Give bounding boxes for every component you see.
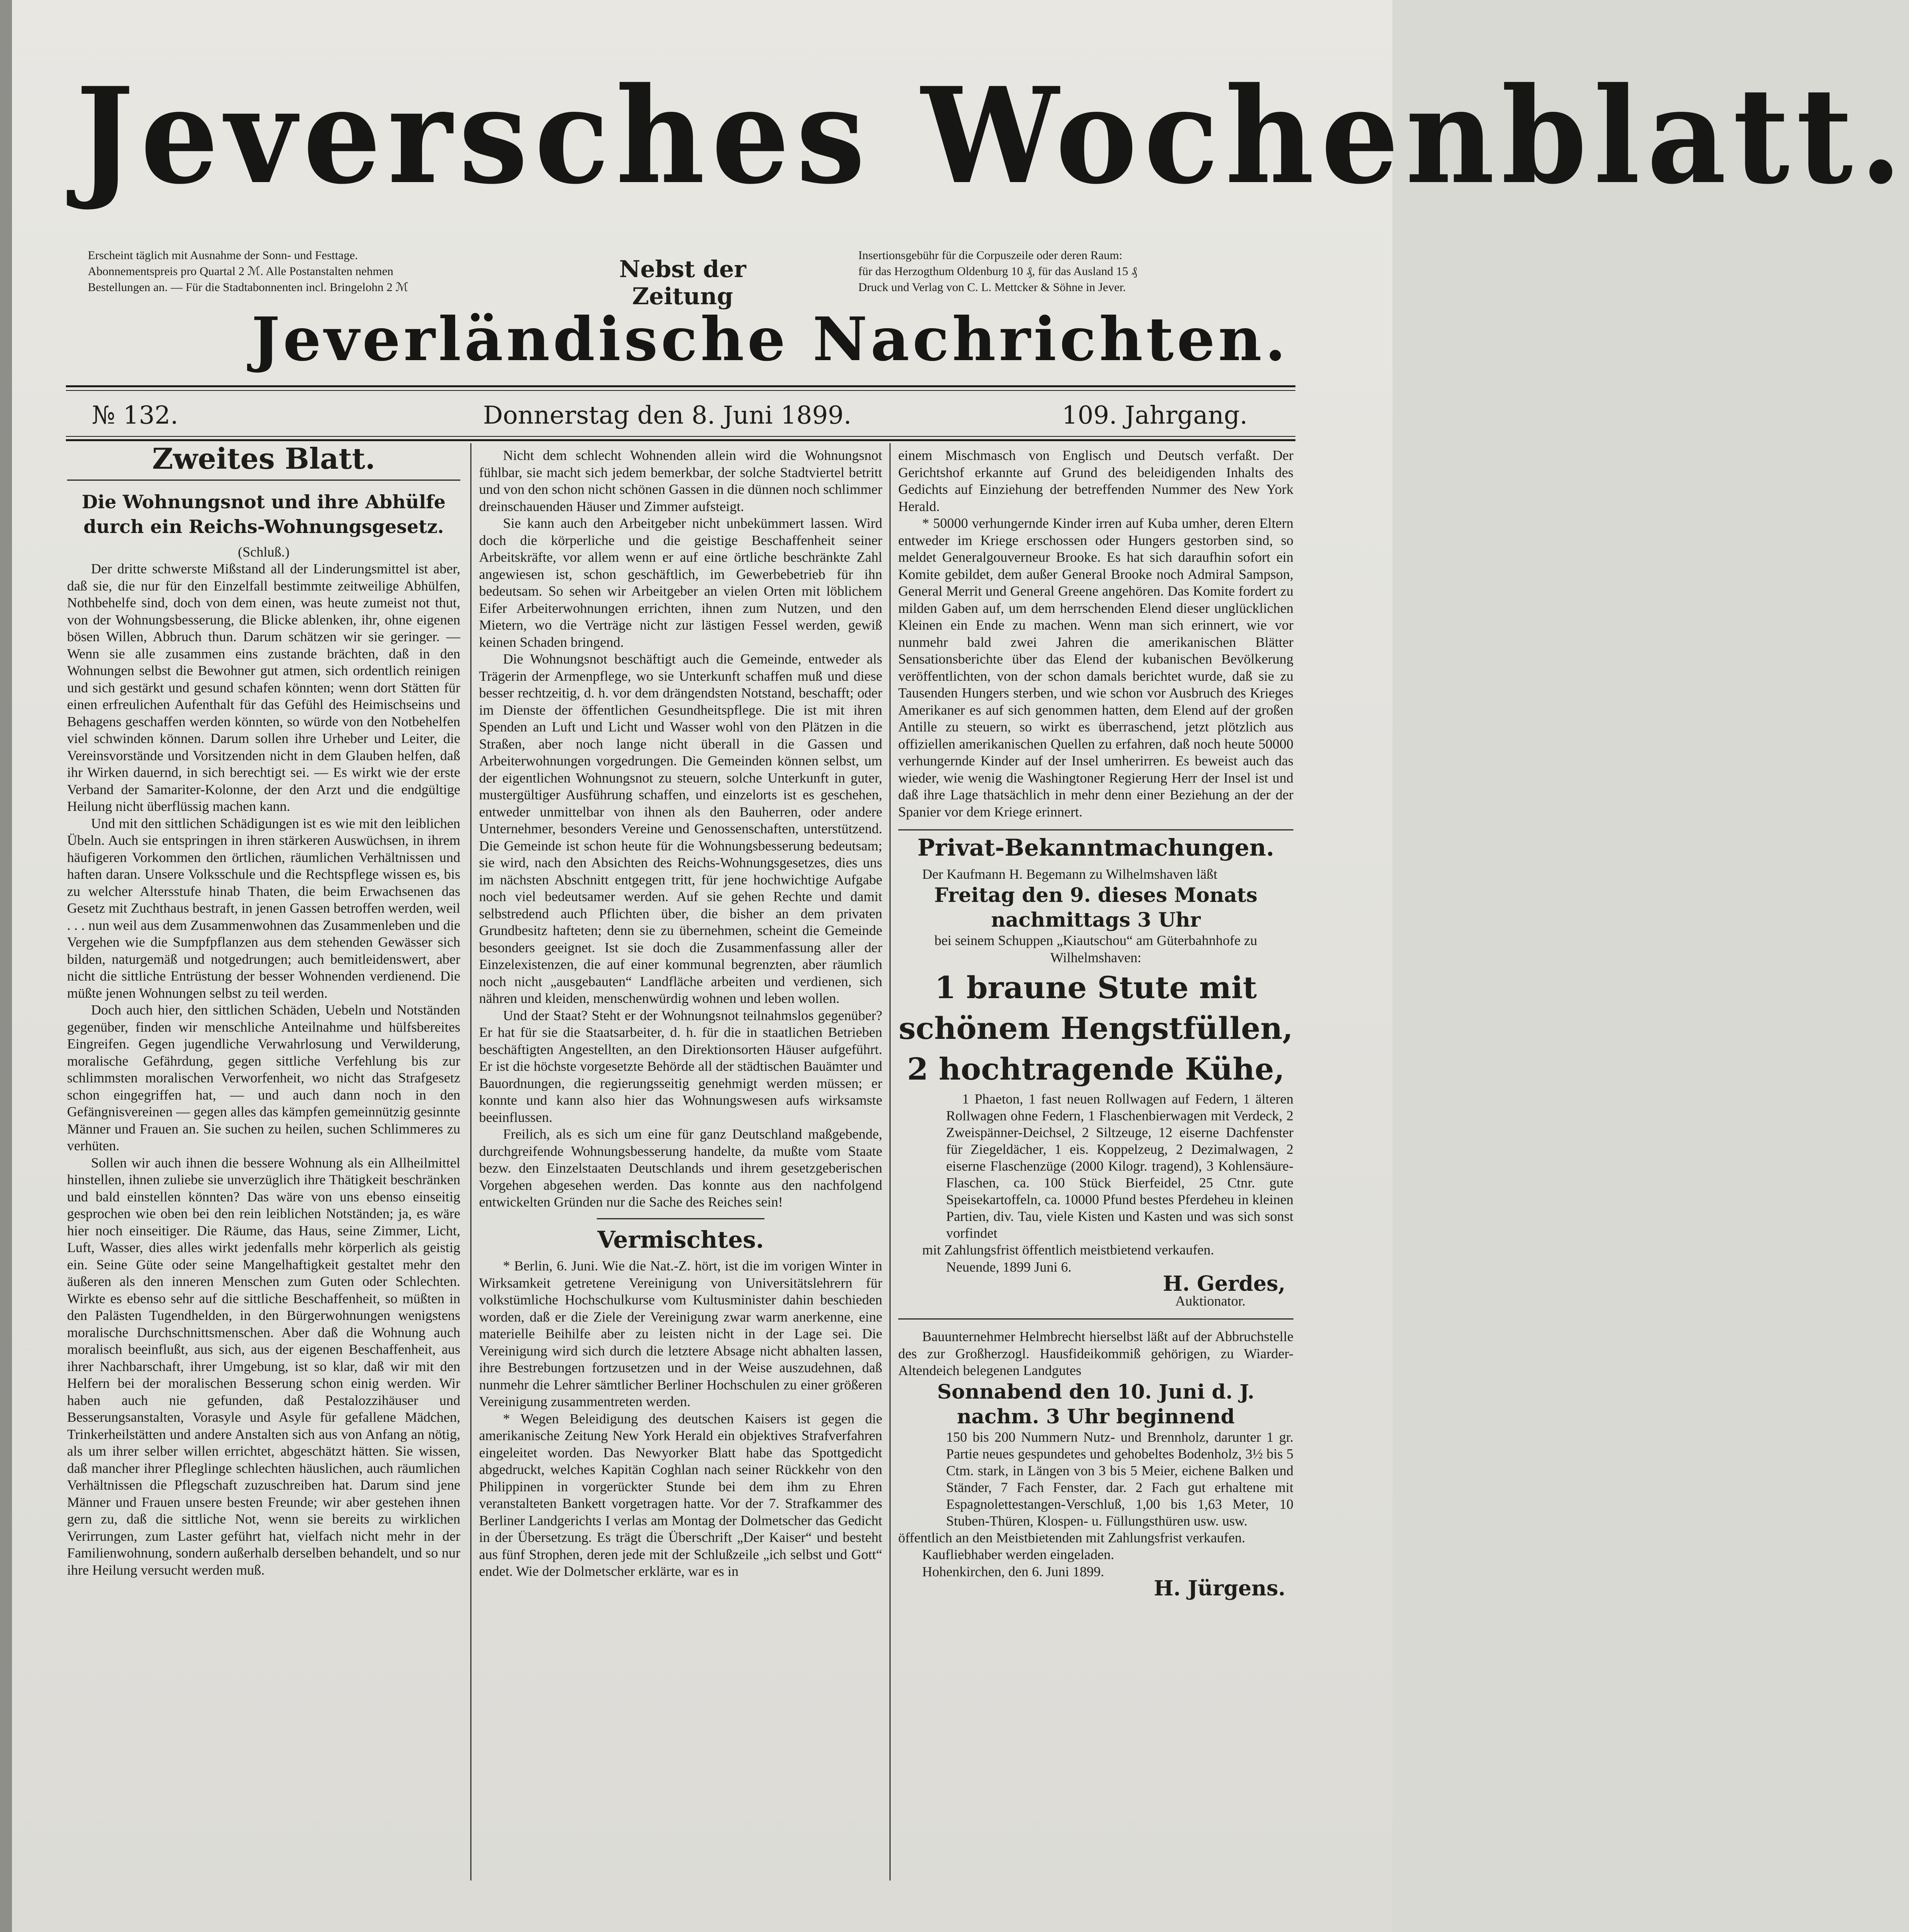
paragraph: einem Mischmasch von Englisch und Deutsch verfaßt. Der Gerichtshof erkannte auf Grund des beleidigenden Inhalts des Gedichts auf Einziehung der betreffenden Nummer des New York Herald. bbox=[898, 448, 1293, 514]
paragraph: Der dritte schwerste Mißstand all der Linderungsmittel ist aber, daß sie, die nur für den Einzelfall bestimmte zeitweilige Abhülfen, Nothbehelfe sind, doch von dem einen, was heute zumeist not thut, von der Wohnungsbesserung, die Blicke ablenken, ihr, ohne eigenen bösen Willen, Abbruch thun. Darum schätzen wir sie geringer. — Wenn sie alle zusammen eins zustande brächten, daß in den Wohnungen selbst die Bewohner gut atmen, sich ordentlich reinigen und sich gestärkt und gesund schafen könnten; wenn dort Stätten für einen erfreulichen Aufenthalt für das Gefühl des Heimischseins und Behagens geschaffen werden könnten, so würde von den Notbehelfen viel schwinden können. Darum sollen ihre Urheber und Leiter, die Vereinsvorstände und Vorsitzenden nicht in dem Glauben helfen, daß ihr Wirken dauernd, in sich berechtigt sei. — Es wirkt wie der erste Verband der Samariter-Kolonne, der den Arzt und die endgültige Heilung nicht überflüssig machen kann. bbox=[67, 561, 460, 814]
paragraph: Doch auch hier, den sittlichen Schäden, Uebeln und Notständen gegenüber, finden wir menschliche Anteilnahme und hülfsbereites Eingreifen. Gegen jugendliche Verwahrlosung und Verwilderung, moralische Gefährdung, gegen sittliche Verfehlung bis zur schlimmsten moralischen Verworfenheit, wo nicht das Strafgesetz schon eingegriffen hat, — und auch dann noch in den Gefängnisvereinen — gegen alles das kämpfen gemeinnützig gesinnte Männer und Frauen an. Sie suchen zu heilen, suchen Schlimmeres zu verhüten. bbox=[67, 1002, 460, 1153]
ad-signature: H. Jürgens. bbox=[1154, 1576, 1285, 1601]
ad-headline: 2 hochtragende Kühe, bbox=[907, 1051, 1285, 1087]
ad-place-date: Neuende, 1899 Juni 6. bbox=[946, 1259, 1071, 1275]
issue-number: № 132. bbox=[92, 400, 178, 430]
subscription-line: Abonnementspreis pro Quartal 2 ℳ. Alle Postanstalten nehmen bbox=[88, 265, 394, 278]
paragraph: Sollen wir auch ihnen die bessere Wohnung als ein Allheilmittel hinstellen, ihnen zuliebe sie unverzüglich ihre Thätigkeit beschränken und bald einstellen könnten? Das wäre von uns ebenso einseitig gesprochen wie oben bei den rein leiblichen Notständen; ja, es wäre hier noch einseitiger. Die Räume, das Haus, seine Zimmer, Licht, Luft, Wasser, dies alles wirkt jedenfalls mehr körperlich als geistig ein. Seine Güte oder seine Mangelhaftigkeit gestaltet mehr den äußeren als den inneren Menschen zum Guten oder Schlechten. Wirkte es ebenso sehr auf die sittliche Beschaffenheit, so müßten in den Palästen Tugendhelden, in den Bürgerwohnungen wenigstens moralische Durchschnittsmenschen. Aber daß die Wohnung auch moralisch beeinflußt, aus sich, aus der eigenen Beschaffenheit, aus ihrer Nachbarschaft, ihrer Umgebung, ist so klar, daß wir mit den Helfern bei der moralischen Besserung schon einig werden. Wir haben auch nie gefunden, daß Pestalozzihäuser und Besserungsanstalten, Vorasyle und Asyle für gefallene Mädchen, Trinkerheilstätten und andere Anstalten sich aus von Anfang an nötig, als um ihrer selber willen errichtet, abgeschätzt hätten. Sie wissen, daß mancher ihrer Pfleglinge schlechten häuslichen, auch räumlichen Verhältnissen die Pflegschaft zuzuschreiben hat. Darum sind jene Männer und Frauen unsere besten Freunde; wir aber gestehen ihnen gern zu, daß die sittliche Not, wenn sie bereits zu wirklichen Verirrungen, zum Laster geführt hat, vielfach nicht mehr in der Familienwohnung, sondern außerhalb derselben behandelt, und so nur ihre Heilung versucht werden muß. bbox=[67, 1155, 460, 1578]
header-rule-top-thin bbox=[66, 390, 1295, 391]
paragraph: Nicht dem schlecht Wohnenden allein wird die Wohnungsnot fühlbar, sie macht sich jedem bemerkbar, der solche Stadtviertel betritt und von den schon nicht schönen Gassen in die dünnen noch schlimmer dreinschauenden Häuser und Zimmer aufsteigt. bbox=[479, 448, 882, 514]
column-2 bbox=[479, 447, 882, 1580]
ad-signature: H. Gerdes, bbox=[1162, 1272, 1285, 1296]
rate-line: Druck und Verlag von C. L. Mettcker & Söhne in Jever. bbox=[858, 281, 1126, 294]
news-item: * Berlin, 6. Juni. Wie die Nat.-Z. hört, ist die im vorigen Winter in Wirksamkeit getretene Vereinigung von Universitätslehrern für volkstümliche Hochschulkurse vom Kultusminister dahin beschieden worden, daß er die Ziele der Vereinigung zwar warm anerkenne, eine materielle Beihilfe aber zu leisten nicht in der Lage sei. Die Vereinigung wird sich durch die letztere Absage nicht abhalten lassen, ihre Bestrebungen fortzusetzen und in der Weise auszudehnen, daß nunmehr die Lehrer sämtlicher Berliner Hochschulen zu einer größeren Vereinigung zusammentreten werden. bbox=[479, 1258, 882, 1409]
dateline bbox=[68, 397, 1273, 433]
ad-invite: Kaufliebhaber werden eingeladen. bbox=[922, 1547, 1115, 1562]
subscription-line: Erscheint täglich mit Ausnahme der Sonn- und Festtage. bbox=[88, 249, 358, 262]
paragraph: Sie kann auch den Arbeitgeber nicht unbekümmert lassen. Wird doch die körperliche und die geistige Beschaffenheit seiner Arbeitskräfte, vor allem wenn er auf eine örtliche beschränkte Zahl angewiesen ist, schon geschäftlich, im Gewerbebetrieb für ihn bedeutsam. So sehen wir Arbeitgeber an vielen Orten mit löblichem Eifer Arbeiterwohnungen errichten, ihnen zum Nutzen, und den Mietern, wo die Verträge nicht zur lästigen Fessel werden, gewiß keinen Schaden bringend. bbox=[479, 515, 882, 650]
ad-intro: Der Kaufmann H. Begemann zu Wilhelmshaven läßt bbox=[922, 866, 1218, 882]
subscription-line: Bestellungen an. — Für die Stadtabonnenten incl. Bringelohn 2 ℳ bbox=[88, 281, 408, 294]
paragraph: Und der Staat? Steht er der Wohnungsnot teilnahmslos gegenüber? Er hat für sie die Staatsarbeiter, d. h. für die in staatlichen Betrieben beschäftigten Angestellten, an den Direktionsorten Häuser aufgeführt. Er ist die höchste vorgesetzte Behörde all der städtischen Bauämter und Bauordnungen, die regierungsseitig genehmigt werden müssen; er konnte und kann also hier das Wohnungswesen aufs wirksamste beeinflussen. bbox=[479, 1007, 882, 1125]
article-title: Die Wohnungsnot und ihre Abhülfe durch ein Reichs-Wohnungsgesetz. bbox=[81, 491, 446, 537]
advertising-rates bbox=[858, 248, 1301, 295]
ad-role: Auktionator. bbox=[1175, 1293, 1246, 1309]
rate-line: Insertionsgebühr für die Corpuszeile oder deren Raum: bbox=[858, 249, 1123, 262]
ad-intro: Bauunternehmer Helmbrecht hierselbst läßt auf der Abbruchstelle des zur Großherzogl. Hausfideikommiß gehörigen, zu Wiarder-Altendeich belegenen Landgutes bbox=[898, 1329, 1293, 1378]
ad-date: Sonnabend den 10. Juni d. J. bbox=[937, 1379, 1255, 1403]
ad-date: Freitag den 9. dieses Monats bbox=[934, 883, 1257, 907]
paragraph: Und mit den sittlichen Schädigungen ist es wie mit den leiblichen Übeln. Auch sie entspringen in ihren stärkeren Auswüchsen, in ihrem häufigeren Vorkommen den örtlichen, räumlichen Verhältnissen und haften daran. Unsere Volksschule und die Rechtspflege wissen es, bis zu welcher Altersstufe hinab Thaten, die beim Erwachsenen das Gesetz mit Zuchthaus bestraft, in jenen Gassen betroffen werden, weil . . . nun weil aus dem Zusammenwohnen das Zusammenleben und die Vergehen wie die Sumpfpflanzen aus dem stehenden Gewässer sich bilden, naturgemäß und notgedrungen; auch bemitleidenswert, aber nicht die sittliche Entrüstung der besser Wohnenden verdienend. Die müßte jenen Wohnungen selbst zu teil werden. bbox=[67, 815, 460, 1001]
auction-ad-1 bbox=[898, 866, 1293, 1310]
ad-headline: schönem Hengstfüllen, bbox=[899, 1011, 1293, 1046]
column-3 bbox=[898, 447, 1293, 1601]
ad-terms: mit Zahlungsfrist öffentlich meistbietend verkaufen. bbox=[922, 1242, 1214, 1258]
subscription-info bbox=[88, 248, 551, 295]
ad-place-date: Hohenkirchen, den 6. Juni 1899. bbox=[922, 1563, 1104, 1579]
ad-place: bei seinem Schuppen „Kiautschou“ am Güterbahnhofe zu Wilhelmshaven: bbox=[934, 933, 1257, 965]
volume-year: 109. Jahrgang. bbox=[1062, 400, 1248, 430]
divider bbox=[898, 1318, 1293, 1320]
ad-time: nachmittags 3 Uhr bbox=[991, 908, 1201, 931]
ad-items: 1 Phaeton, 1 fast neuen Rollwagen auf Federn, 1 älteren Rollwagen ohne Federn, 1 Flaschenbierwagen mit Verdeck, 2 Zweispänner-Deichsel, 2 Siltzeuge, 12 eiserne Dachfenster für Ziegeldächer, 1 eis. Koppelzeug, 2 Dezimalwagen, 2 eiserne Flaschenzüge (2000 Kilogr. tragend), 3 Kohlensäure-Flaschen, ca. 100 Stück Bierfeidel, 25 Ctnr. gute Speisekartoffeln, ca. 10000 Pfund bestes Pferdeheu in kleinen Partien, div. Tau, viele Kisten und Kasten und was sich sonst vorfindet bbox=[946, 1091, 1293, 1241]
news-item: * 50000 verhungernde Kinder irren auf Kuba umher, deren Eltern entweder im Kriege erschossen oder Hungers gestorben sind, so meldet Generalgouverneur Brooke. Es hat sich daraufhin sofort ein Komite gebildet, dem außer General Brooke noch Admiral Sampson, General Merrit und General Greene angehören. Das Komite fordert zu milden Gaben auf, um dem herrschenden Elend dieser unglücklichen Kleinen ein Ende zu machen. Wenn man sich erinnert, wie vor nunmehr bald zwei Jahren die amerikanischen Blätter Sensationsberichte über das Elend der kubanischen Bevölkerung veröffentlichten, von der schon damals berichtet wurde, daß sie zu Tausenden Hungers sterben, und wie schon vor Ausbruch des Krieges Amerikaner es auf sich genommen hatten, dem Elend auf der großen Antille zu steuern, so wirkt es überraschend, jetzt plötzlich aus offiziellen amerikanischen Quellen zu erfahren, daß noch heute 50000 verhungernde Kinder auf der Insel umherirren. Es beweist auch das wieder, wie wenig die Washingtoner Regierung Herr der Insel ist und daß ihre Lage thatsächlich in mehr denn einer Beziehung an der der Spanier vor dem Kriege erinnert. bbox=[898, 515, 1293, 820]
divider bbox=[597, 1218, 764, 1219]
article-subtitle: (Schluß.) bbox=[238, 544, 290, 560]
section-heading: Zweites Blatt. bbox=[152, 442, 375, 476]
ads-heading: Privat-Bekanntmachungen. bbox=[917, 834, 1274, 861]
column-divider bbox=[470, 443, 471, 1880]
news-item: * Wegen Beleidigung des deutschen Kaisers ist gegen die amerikanische Zeitung New York Herald ein objektives Strafverfahren eingeleitet worden. Das Newyorker Blatt habe das Spottgedicht abgedruckt, welches Kapitän Coghlan nach seiner Rückkehr von den Philippinen in vorgerückter Stunde bei dem ihm zu Ehren veranstalteten Bankett vorgetragen hatte. Vor der 7. Strafkammer des Berliner Landgerichts I verlas am Montag der Dolmetscher das Gedicht in der Übersetzung. Es trägt die Überschrift „Der Kaiser“ und besteht aus fünf Strophen, deren jede mit der Schlußzeile „ich selbst und Gott“ endet. Wie der Dolmetscher erklärte, war es in bbox=[479, 1411, 882, 1579]
ad-terms: öffentlich an den Meistbietenden mit Zahlungsfrist verkaufen. bbox=[898, 1530, 1246, 1546]
paragraph: Die Wohnungsnot beschäftigt auch die Gemeinde, entweder als Trägerin der Armenpflege, wo sie Unterkunft schaffen muß und diese besser rechtzeitig, d. h. vor dem drängendsten Notstand, beschafft; oder im Dienste der öffentlichen Gesundheitspflege. Die ist mit ihren Spenden an Luft und Licht und Wasser wohl von den Plätzen in die Straßen, aber noch lange nicht überall in die Gassen und Arbeiterwohnungen vorgedrungen. Die Gemeinden können selbst, um der eigentlichen Wohnungsnot zu steuern, solche Unterkunft in guter, mustergültiger Ausführung schaffen, und einzelorts ist es geschehen, entweder unmittelbar von ihnen als den Bauherren, oder andere Unternehmer, besonders Vereine und Genossenschaften, unterstützend. Die Gemeinde ist schon heute für die Wohnungsbesserung bedeutsam; sie wird, nach den Absichten des Reichs-Wohnungsgesetzes, dies uns im nächsten Abschnitt entgegen tritt, für jene hochwichtige Aufgabe noch viel bedeutsamer werden. Auf sie gehen Rechte und damit selbstredend auch Pflichten über, die bisher an dem privaten Grundbesitz hafteten; denn sie zu übernehmen, scheint die Gemeinde besonders geeignet. Ist sie doch die Zusammenfassung aller der Einzelexistenzen, die auf einer kommunal begrenzten, aber räumlich noch nicht „ausgebauten“ Landfläche arbeiten und verdienen, sich nähren und kleiden, menschenwürdig wohnen und leben wollen. bbox=[479, 651, 882, 1006]
supplement-note: Nebst der Zeitung bbox=[619, 256, 747, 310]
ad-time: nachm. 3 Uhr beginnend bbox=[957, 1404, 1235, 1428]
masthead-subtitle: Jeverländische Nachrichten. bbox=[251, 304, 1289, 375]
header-rule-top bbox=[66, 385, 1295, 387]
rate-line: für das Herzogthum Oldenburg 10 ₰, für das Ausland 15 ₰ bbox=[858, 265, 1137, 278]
auction-ad-2 bbox=[898, 1328, 1293, 1601]
column-divider bbox=[889, 443, 891, 1880]
page-scan-edge bbox=[0, 0, 12, 1932]
header-rule-bottom bbox=[66, 439, 1295, 441]
masthead-title: Jeversches Wochenblatt. bbox=[76, 58, 1909, 213]
issue-date: Donnerstag den 8. Juni 1899. bbox=[483, 400, 852, 430]
paragraph: Freilich, als es sich um eine für ganz Deutschland maßgebende, durchgreifende Wohnungsbesserung handelte, da mußte vom Staate bezw. den Einzelstaaten Deutschlands und ihrem gesetzgeberischen Vorgehen abgesehen werden. Das konnte aus den nachfolgend entwickelten Gründen nur die Sache des Reiches sein! bbox=[479, 1126, 882, 1210]
ad-items: 150 bis 200 Nummern Nutz- und Brennholz, darunter 1 gr. Partie neues gespundetes und gehobeltes Bodenholz, 3½ bis 5 Ctm. stark, in Längen von 3 bis 5 Meier, eichene Balken und Ständer, 7 Fach Fenster, dar. 2 Fach gut erhaltene mit Espagnolettestangen-Verschluß, 1,00 bis 1,63 Meter, 10 Stuben-Thüren, Klospen- u. Füllungsthüren usw. usw. bbox=[946, 1429, 1293, 1529]
header-rule-bottom-thin bbox=[66, 436, 1295, 437]
column-1 bbox=[67, 442, 460, 1579]
section-heading: Vermischtes. bbox=[597, 1226, 764, 1253]
divider bbox=[898, 829, 1293, 830]
divider bbox=[67, 480, 460, 481]
ad-headline: 1 braune Stute mit bbox=[935, 970, 1257, 1005]
